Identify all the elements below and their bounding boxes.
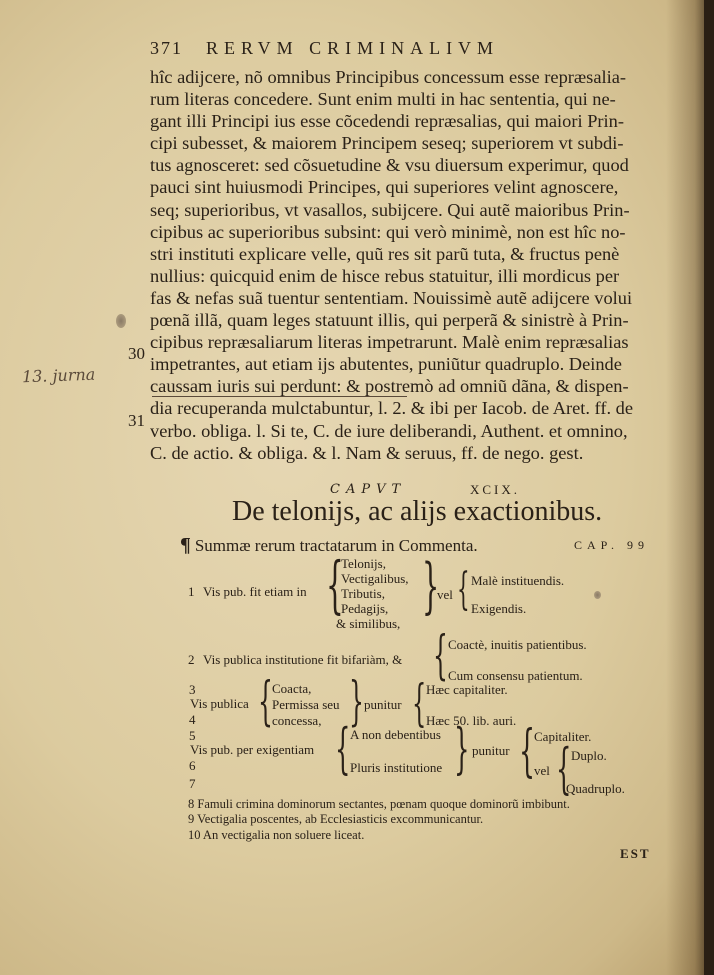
summary-heading-text: Summæ rerum tractatarum in Commenta. <box>194 536 478 555</box>
text-line: C. de actio. & obliga. & l. Nam & seruus, ff. de nego. gest. <box>150 442 584 463</box>
item-lead: Vis pub. fit etiam in <box>203 584 307 599</box>
list-item: Telonijs, <box>341 556 386 571</box>
option-item: Hæc 50. lib. auri. <box>426 713 517 728</box>
ink-blot <box>116 314 126 328</box>
chapter-title: De telonijs, ac alijs exactionibus. <box>232 496 603 527</box>
text-line: hîc adijcere, nõ omnibus Principibus concessum esse repræsalia- <box>150 67 626 87</box>
list-item: & similibus, <box>336 616 401 631</box>
punitur-label: punitur <box>472 743 510 758</box>
text-line: tus agnosceret: sed cõsuetudine & vsu diuersum experimur, quod <box>150 155 629 176</box>
running-title: RERVM CRIMINALIVM <box>206 38 500 58</box>
brace-icon: { <box>556 737 572 800</box>
option-item: Exigendis. <box>471 601 527 616</box>
list-item: Pluris institutione <box>350 760 443 775</box>
caput-label: CAPVT <box>330 482 407 497</box>
text-line: stri instituti explicare velle, quũ res sit parũ tuta, & fructus penè <box>150 243 620 264</box>
list-item: Tributis, <box>341 586 385 601</box>
margin-number: 30 <box>128 344 145 363</box>
handwritten-annotation: 13. jurna <box>21 364 96 387</box>
text-line: pœnã illã, quam leges statuunt illis, qui perperã & sinistrè à Prin- <box>150 310 629 331</box>
list-item: 9 Vectigalia poscentes, ab Ecclesiasticis excommunicantur. <box>188 812 484 826</box>
item-number: 2 <box>188 652 195 667</box>
ink-blot <box>594 591 601 599</box>
catchword: EST <box>620 846 651 861</box>
item-lead: Vis publica institutione fit bifariàm, & <box>203 652 403 667</box>
item-number: 3 <box>189 682 196 697</box>
item-number: 7 <box>189 776 196 791</box>
brace-icon: { <box>412 674 427 732</box>
text-line: cipibus ac superioribus subsint: qui verò minimè, non est hîc no- <box>150 221 626 242</box>
item-number: 6 <box>189 758 196 773</box>
margin-number: 31 <box>128 411 145 430</box>
item-lead: Vis pub. per exigentiam <box>190 742 315 757</box>
running-head <box>150 38 630 68</box>
body-text <box>150 66 690 464</box>
brace-icon: } <box>454 717 470 780</box>
option-item: Cum consensu patientum. <box>448 668 583 683</box>
handwritten-underline <box>152 396 407 397</box>
option-item: Capitaliter. <box>534 729 592 744</box>
text-line: verbo. obliga. l. Si te, C. de iure deliberandi, Authent. et omnino, <box>150 420 628 441</box>
list-item: Vectigalibus, <box>341 571 409 586</box>
text-line: fas & nefas suã tuentur sententiam. Nouissimè autẽ adijcere volui <box>150 287 633 308</box>
item-number: 1 <box>188 584 195 599</box>
brace-icon: } <box>349 672 364 732</box>
pilcrow-icon: ¶ <box>180 534 191 556</box>
brace-icon: { <box>457 564 470 615</box>
text-line: nullius: quicquid enim de hisce rebus statuitur, illi mordicus per <box>150 265 620 286</box>
text-line: seq; superioribus, vt vasallos, subijcere. Qui autẽ maioribus Prin- <box>150 199 630 220</box>
text-line: rum literas concedere. Sunt enim multi in hac sententia, qui ne- <box>150 89 616 110</box>
option-item: Hæc capitaliter. <box>426 682 508 697</box>
text-line: dia recuperanda mulctabuntur, l. 2. & ibi per Iacob. de Aret. ff. de <box>150 398 634 419</box>
text-line: caussam iuris sui perdunt: & postremò ad omniũ dãna, & dispen- <box>150 376 629 397</box>
text-line: cipi subesset, & maiorem Principem seseq; superiorem vt subdi- <box>150 133 624 154</box>
caput-number: XCIX. <box>470 482 521 497</box>
item-lead: Vis publica <box>190 696 249 711</box>
option-item: Quadruplo. <box>566 781 625 796</box>
vel-label: vel <box>437 587 453 602</box>
list-item: Coacta, <box>272 681 312 696</box>
list-item: 10 An vectigalia non soluere liceat. <box>188 828 365 842</box>
brace-icon: { <box>258 672 273 732</box>
list-item: A non debentibus <box>350 727 441 742</box>
page-edge <box>704 0 714 975</box>
punitur-label: punitur <box>364 697 402 712</box>
list-item: Pedagijs, <box>341 601 389 616</box>
text-line: cipibus repræsaliarum literas impetrarunt. Malè enim repræsalias <box>150 332 629 353</box>
option-item: Malè instituendis. <box>471 573 565 588</box>
cap-label: CAP. 99 <box>574 538 650 552</box>
list-item: 8 Famuli crimina dominorum sectantes, pœnam quoque dominorũ imbibunt. <box>188 797 570 811</box>
option-item: Coactè, inuitis patientibus. <box>448 637 587 652</box>
vel-label: vel <box>534 763 550 778</box>
brace-icon: { <box>326 548 344 621</box>
brace-icon: { <box>335 717 351 780</box>
brace-icon: { <box>433 626 448 686</box>
item-number: 5 <box>189 728 196 743</box>
text-line: gant illi Principi ius esse cõcedendi repræsalias, qui maiori Prin- <box>150 111 624 132</box>
option-item: Duplo. <box>571 748 607 763</box>
text-line: impetrantes, aut etiam ijs abutentes, puniũtur quadruplo. Deinde <box>150 354 622 375</box>
item-number: 4 <box>189 712 196 727</box>
page-number: 371 <box>150 38 183 58</box>
text-line: pauci sint huiusmodi Principes, qui superiores velint agnoscere, <box>150 177 619 198</box>
list-item: Permissa seu <box>272 697 340 712</box>
brace-icon: } <box>422 551 440 621</box>
brace-icon: { <box>519 719 536 784</box>
list-item: concessa, <box>272 713 322 728</box>
